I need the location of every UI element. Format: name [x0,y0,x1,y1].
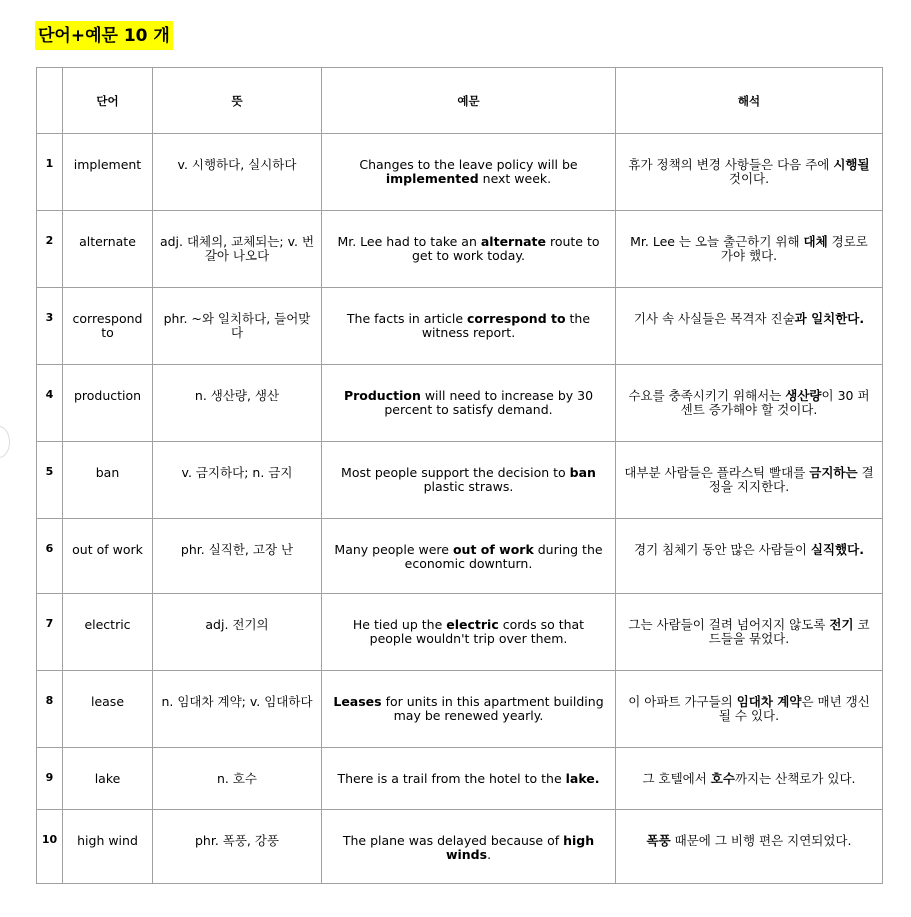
meaning-cell: phr. 실직한, 고장 난 [153,519,322,594]
row-number: 7 [37,594,63,671]
meaning-cell: n. 생산량, 생산 [153,365,322,442]
table-row [37,442,883,519]
translation-cell [616,671,883,748]
table-row [37,810,883,884]
word-cell: ban [63,442,153,519]
meaning-cell: n. 호수 [153,748,322,810]
translation-text: 경기 침체기 동안 많은 사람들이 [634,542,811,557]
translation-text: 은 매년 갱신될 수 있다. [718,694,870,723]
translation-cell [616,519,883,594]
meaning-cell: phr. ~와 일치하다, 들어맞다 [153,288,322,365]
example-text: Many people were [334,542,453,557]
example-text: will need to increase by 30 percent to satisfy demand. [384,388,594,417]
table-row [37,288,883,365]
word-cell: electric [63,594,153,671]
example-text: cords so that people wouldn't trip over them. [369,617,585,646]
row-number: 9 [37,748,63,810]
example-text: The facts in article [346,311,468,326]
table-header-row [37,68,883,134]
example-keyword: ban [569,465,596,480]
translation-text: 것이다. [728,171,770,186]
table-row [37,519,883,594]
translation-text: 이 30 퍼센트 증가해야 할 것이다. [680,388,870,417]
row-number: 8 [37,671,63,748]
table-row [37,748,883,810]
example-text: The plane was delayed because of [342,833,564,848]
meaning-cell: adj. 전기의 [153,594,322,671]
example-text: the witness report. [421,311,591,340]
translation-text: 수요를 충족시키기 위해서는 [628,388,786,403]
row-number: 2 [37,211,63,288]
table-row [37,671,883,748]
header-num [37,68,63,134]
translation-cell [616,810,883,884]
translation-text: 경로로 가야 했다. [720,234,868,263]
example-keyword: electric [446,617,499,632]
meaning-cell: adj. 대체의, 교체되는; v. 번갈아 나오다 [153,211,322,288]
table-row [37,211,883,288]
example-text: Most people support the decision to [341,465,570,480]
example-text: next week. [478,171,552,186]
word-cell: correspond to [63,288,153,365]
row-number: 1 [37,134,63,211]
word-cell: out of work [63,519,153,594]
translation-keyword: 시행될 [833,157,870,172]
translation-keyword: 호수 [710,771,735,786]
translation-text: Mr. Lee 는 오늘 출근하기 위해 [630,234,804,249]
example-cell [322,442,616,519]
example-text: Mr. Lee had to take an [337,234,481,249]
meaning-cell: n. 임대차 계약; v. 임대하다 [153,671,322,748]
word-cell: lake [63,748,153,810]
example-text: route to get to work today. [412,234,600,263]
row-number: 10 [37,810,63,884]
example-keyword: high winds [445,833,595,862]
translation-keyword: 임대차 계약 [736,694,802,709]
example-keyword: Production [343,388,421,403]
translation-cell [616,211,883,288]
example-text: plastic straws. [423,479,514,494]
row-number: 3 [37,288,63,365]
header-meaning: 뜻 [153,68,322,134]
word-cell: production [63,365,153,442]
meaning-cell: v. 금지하다; n. 금지 [153,442,322,519]
translation-cell [616,594,883,671]
translation-cell [616,288,883,365]
translation-text: 그 호텔에서 [642,771,711,786]
header-word: 단어 [63,68,153,134]
row-number: 4 [37,365,63,442]
table-row [37,134,883,211]
example-cell [322,594,616,671]
meaning-cell: phr. 폭풍, 강풍 [153,810,322,884]
example-cell [322,288,616,365]
example-cell [322,810,616,884]
translation-cell [616,365,883,442]
table-row [37,594,883,671]
example-cell [322,519,616,594]
word-cell: implement [63,134,153,211]
example-keyword: out of work [452,542,534,557]
example-cell [322,748,616,810]
word-cell: alternate [63,211,153,288]
translation-keyword: 실직했다. [810,542,864,557]
translation-text: 그는 사람들이 걸려 넘어지지 않도록 [628,617,830,632]
translation-text: 기사 속 사실들은 목격자 진술 [633,311,795,326]
example-keyword: Leases [333,694,382,709]
translation-text: 결정을 지지한다. [708,465,874,494]
example-cell [322,211,616,288]
translation-text: 이 아파트 가구들의 [628,694,737,709]
row-number: 6 [37,519,63,594]
translation-text: 까지는 산책로가 있다. [734,771,856,786]
row-number: 5 [37,442,63,519]
translation-keyword: 전기 [829,617,854,632]
example-keyword: correspond to [467,311,566,326]
translation-text: 대부분 사람들은 플라스틱 빨대를 [624,465,810,480]
header-translation: 해석 [616,68,883,134]
example-text: He tied up the [352,617,447,632]
example-keyword: alternate [480,234,546,249]
word-cell: lease [63,671,153,748]
example-text: . [487,847,492,862]
example-text: during the economic downturn. [404,542,603,571]
meaning-cell: v. 시행하다, 실시하다 [153,134,322,211]
translation-keyword: 금지하는 [809,465,858,480]
table-row [37,365,883,442]
header-example: 예문 [322,68,616,134]
example-cell [322,134,616,211]
vocab-table [36,67,883,884]
translation-keyword: 생산량 [785,388,822,403]
word-cell: high wind [63,810,153,884]
translation-cell [616,134,883,211]
example-cell [322,671,616,748]
translation-text: 휴가 정책의 변경 사항들은 다음 주에 [628,157,834,172]
translation-text: 때문에 그 비행 편은 지연되었다. [670,833,852,848]
page-edge-handle [0,426,10,458]
translation-cell [616,748,883,810]
translation-text: 코드들을 묶었다. [708,617,870,646]
example-cell [322,365,616,442]
example-text: Changes to the leave policy will be [359,157,578,172]
translation-keyword: 과 일치한다. [794,311,865,326]
translation-keyword: 폭풍 [646,833,671,848]
translation-keyword: 대체 [803,234,828,249]
example-keyword: lake. [565,771,600,786]
page-title: 단어+예문 10 개 [35,21,173,50]
translation-cell [616,442,883,519]
example-keyword: implemented [385,171,479,186]
example-text: for units in this apartment building may be renewed yearly. [381,694,604,723]
example-text: There is a trail from the hotel to the [337,771,566,786]
